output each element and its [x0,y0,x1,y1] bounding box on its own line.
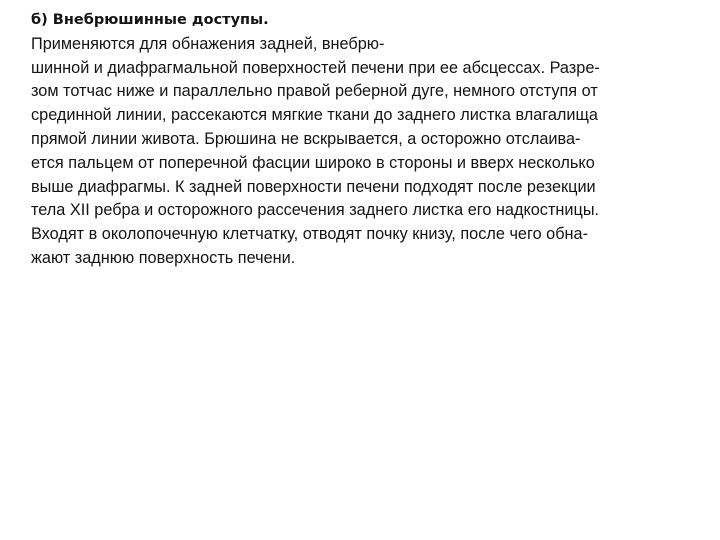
text-line-6: ется пальцем от поперечной фасции широко в стороны и вверх несколько [31,153,595,172]
document-text [31,9,691,271]
text-line-7: выше диафрагмы. К задней поверхности печени подходят после резекции [31,177,596,196]
text-line-1: Применяются для обнажения задней, внебрю- [31,34,385,53]
section-heading: б) Внебрюшинные доступы. [31,12,269,28]
text-line-9: Входят в околопочечную клетчатку, отводят почку книзу, после чего обна- [31,225,588,244]
text-line-5: прямой линии живота. Брюшина не вскрывается, а осторожно отслаива- [31,129,581,148]
text-line-4: срединной линии, рассекаются мягкие ткани до заднего листка влагалища [31,106,598,125]
text-line-2: шинной и диафрагмальной поверхностей печени при ее абсцессах. Разре- [31,58,600,77]
text-line-8: тела XII ребра и осторожного рассечения заднего листка его надкостницы. [31,201,600,220]
text-line-10: жают заднюю поверхность печени. [31,248,296,267]
text-line-3: зом тотчас ниже и параллельно правой реберной дуге, немного отступя от [31,82,598,101]
